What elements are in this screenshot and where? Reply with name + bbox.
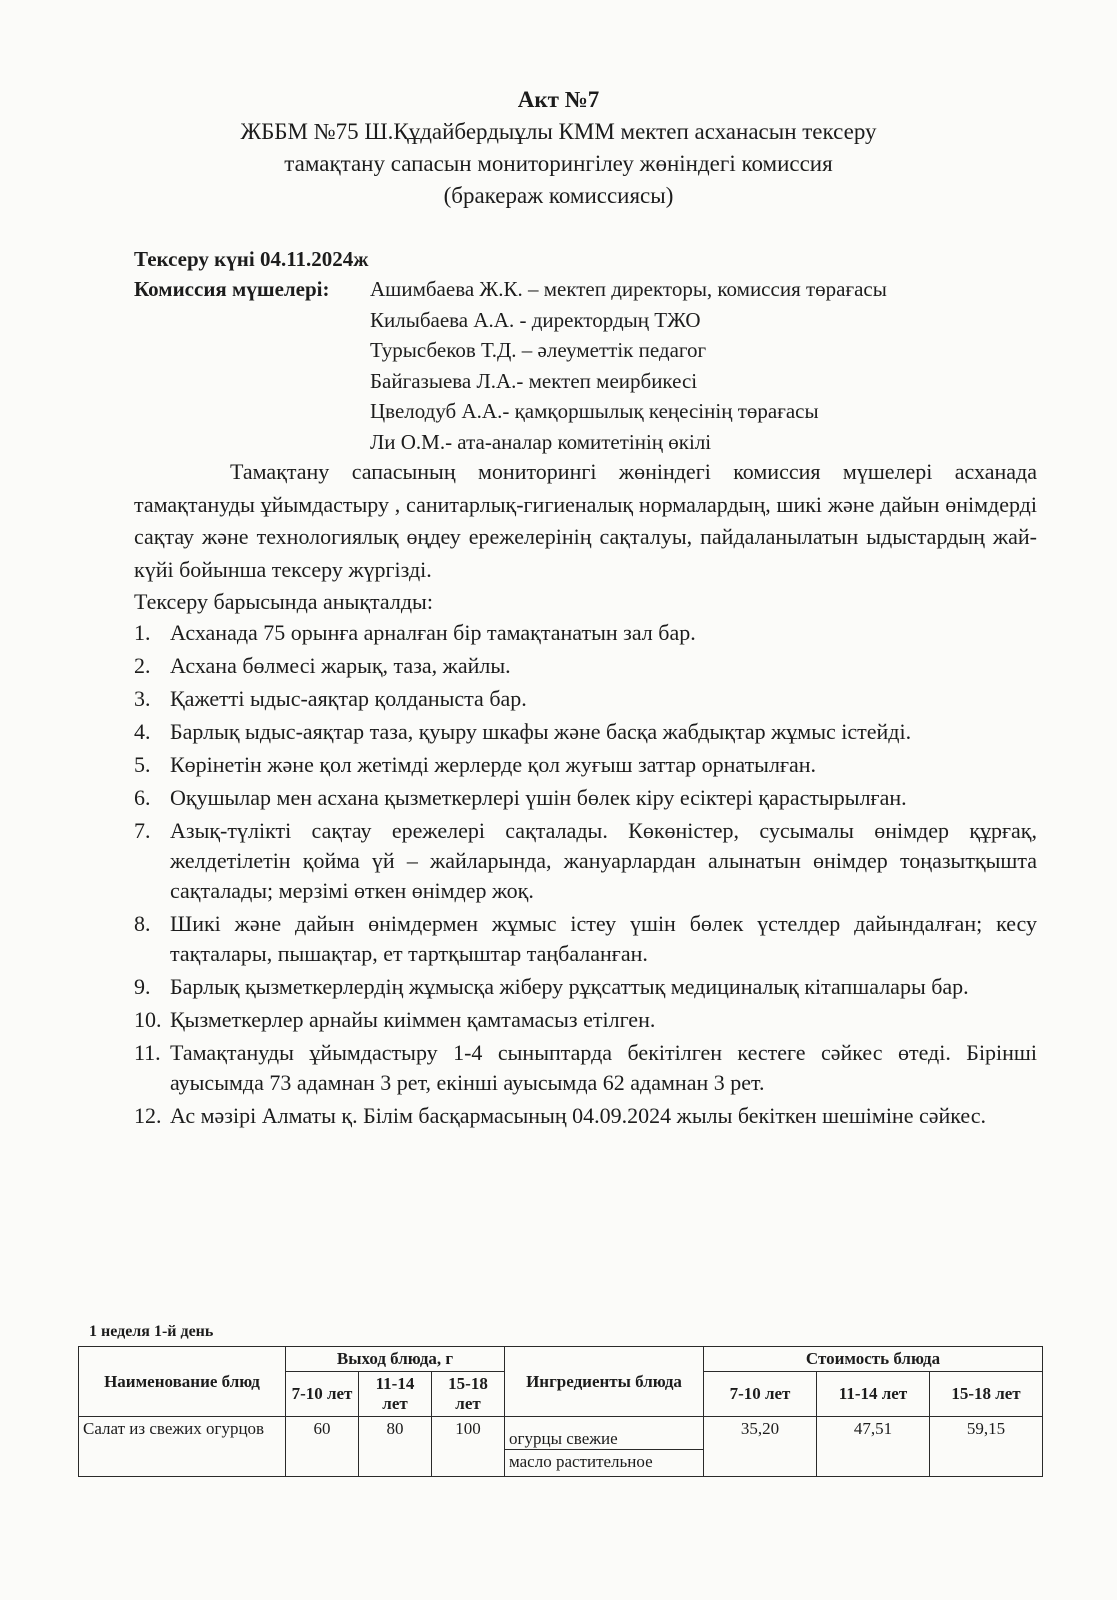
header-age: 7-10 лет bbox=[286, 1372, 359, 1417]
header-cost: Стоимость блюда bbox=[704, 1347, 1043, 1372]
member-item: Килыбаева А.А. - директордың ТЖО bbox=[370, 307, 701, 332]
inspection-date: Тексеру күні 04.11.2024ж bbox=[134, 247, 369, 271]
yield-cell: 100 bbox=[432, 1417, 505, 1477]
members-label: Комиссия мүшелері: bbox=[134, 277, 330, 301]
header-age: 15-18 лет bbox=[432, 1372, 505, 1417]
cost-cell: 35,20 bbox=[704, 1417, 817, 1477]
findings-intro: Тексеру барысында анықталды: bbox=[134, 589, 433, 614]
document-header bbox=[0, 84, 1117, 212]
header-line-2: тамақтану сапасын мониторингілеу жөніндегі комиссия bbox=[284, 151, 833, 176]
member-item: Ашимбаева Ж.К. – мектеп директоры, комиссия төрағасы bbox=[370, 277, 887, 301]
member-item: Цвелодуб А.А.- қамқоршылық кеңесінің төрағасы bbox=[370, 399, 819, 423]
yield-cell: 60 bbox=[286, 1417, 359, 1477]
ingredient: масло растительное bbox=[505, 1449, 703, 1474]
list-item: 1. Асханада 75 орынға арналған бір тамақтанатын зал бар. bbox=[134, 620, 696, 645]
header-line-1: ЖББМ №75 Ш.Құдайбердыұлы КММ мектеп асханасын тексеру bbox=[240, 119, 877, 144]
cost-cell: 47,51 bbox=[817, 1417, 930, 1477]
list-item: 3. Қажетті ыдыс-аяқтар қолданыста бар. bbox=[134, 686, 527, 711]
list-item: 7. Азық-түлікті сақтау ережелері сақталады. Көкөністер, сусымалы өнімдер құрғақ, желдетілетін қойма үй – жайларында, жануарлардан алынатын өнімдер тоңазытқышта сақталады; мерзімі өткен өнімдер жоқ. bbox=[134, 818, 1037, 903]
list-item: 4. Барлық ыдыс-аяқтар таза, қуыру шкафы және басқа жабдықтар жұмыс істейді. bbox=[134, 719, 912, 744]
header-ingredients: Ингредиенты блюда bbox=[505, 1347, 704, 1417]
findings-paragraph bbox=[134, 456, 1037, 619]
list-item: 10. Қызметкерлер арнайы киіммен қамтамасыз етілген. bbox=[134, 1007, 656, 1032]
list-item: 9. Барлық қызметкерлердің жұмысқа жіберу рұқсаттық медициналық кітапшалары бар. bbox=[134, 974, 969, 999]
yield-cell: 80 bbox=[359, 1417, 432, 1477]
header-age: 15-18 лет bbox=[930, 1372, 1043, 1417]
header-yield: Выход блюда, г bbox=[286, 1347, 505, 1372]
paragraph-text: Тамақтану сапасының мониторингі жөніндегі комиссия мүшелері асханада тамақтануды ұйымдастыру , санитарлық-гигиеналық нормалардың, шикі және дайын өнімдерді сақтау және технологиялық өңдеу ережелерінің сақталуы, пайдаланылатын ыдыстардың жай-күйі бойынша тексеру жүргізді. bbox=[134, 459, 1037, 582]
header-line-3: (бракераж комиссиясы) bbox=[443, 183, 674, 208]
ingredient: огурцы свежие bbox=[509, 1429, 618, 1448]
list-item: 2. Асхана бөлмесі жарық, таза, жайлы. bbox=[134, 653, 511, 678]
member-item: Ли О.М.- ата-аналар комитетінің өкілі bbox=[370, 429, 712, 454]
act-title: Акт №7 bbox=[517, 87, 600, 112]
findings-list bbox=[134, 618, 1037, 1134]
list-item: 8. Шикі және дайын өнімдермен жұмыс істеу үшін бөлек үстелдер дайындалған; кесу тақталары, пышақтар, ет тартқыштар таңбаланған. bbox=[134, 911, 1037, 966]
table-header-row bbox=[79, 1347, 1043, 1372]
member-item: Турысбеков Т.Д. – әлеуметтік педагог bbox=[370, 338, 707, 362]
dish-name: Салат из свежих огурцов bbox=[79, 1417, 286, 1477]
header-age: 7-10 лет bbox=[704, 1372, 817, 1417]
header-age: 11-14 лет bbox=[359, 1372, 432, 1417]
member-item: Байгазыева Л.А.- мектеп меирбикесі bbox=[370, 368, 698, 393]
header-dish-name: Наименование блюд bbox=[79, 1347, 286, 1417]
ingredients-cell bbox=[505, 1417, 704, 1477]
header-age: 11-14 лет bbox=[817, 1372, 930, 1417]
list-item: 12. Ас мәзірі Алматы қ. Білім басқармасының 04.09.2024 жылы бекіткен шешіміне сәйкес. bbox=[134, 1103, 986, 1128]
cost-cell: 59,15 bbox=[930, 1417, 1043, 1477]
list-item: 6. Оқушылар мен асхана қызметкерлері үшін бөлек кіру есіктері қарастырылған. bbox=[134, 785, 907, 810]
list-item: 11. Тамақтануды ұйымдастыру 1-4 сыныптарда бекітілген кестеге сәйкес өтеді. Бірінші ауысымда 73 адамнан 3 рет, екінші ауысымда 62 адамнан 3 рет. bbox=[134, 1040, 1037, 1095]
menu-table bbox=[78, 1346, 1043, 1477]
list-item: 5. Көрінетін және қол жетімді жерлерде қол жуғыш заттар орнатылған. bbox=[134, 752, 817, 777]
table-row bbox=[79, 1417, 1043, 1477]
table-caption: 1 неделя 1-й день bbox=[89, 1323, 214, 1340]
members-list bbox=[370, 274, 887, 457]
